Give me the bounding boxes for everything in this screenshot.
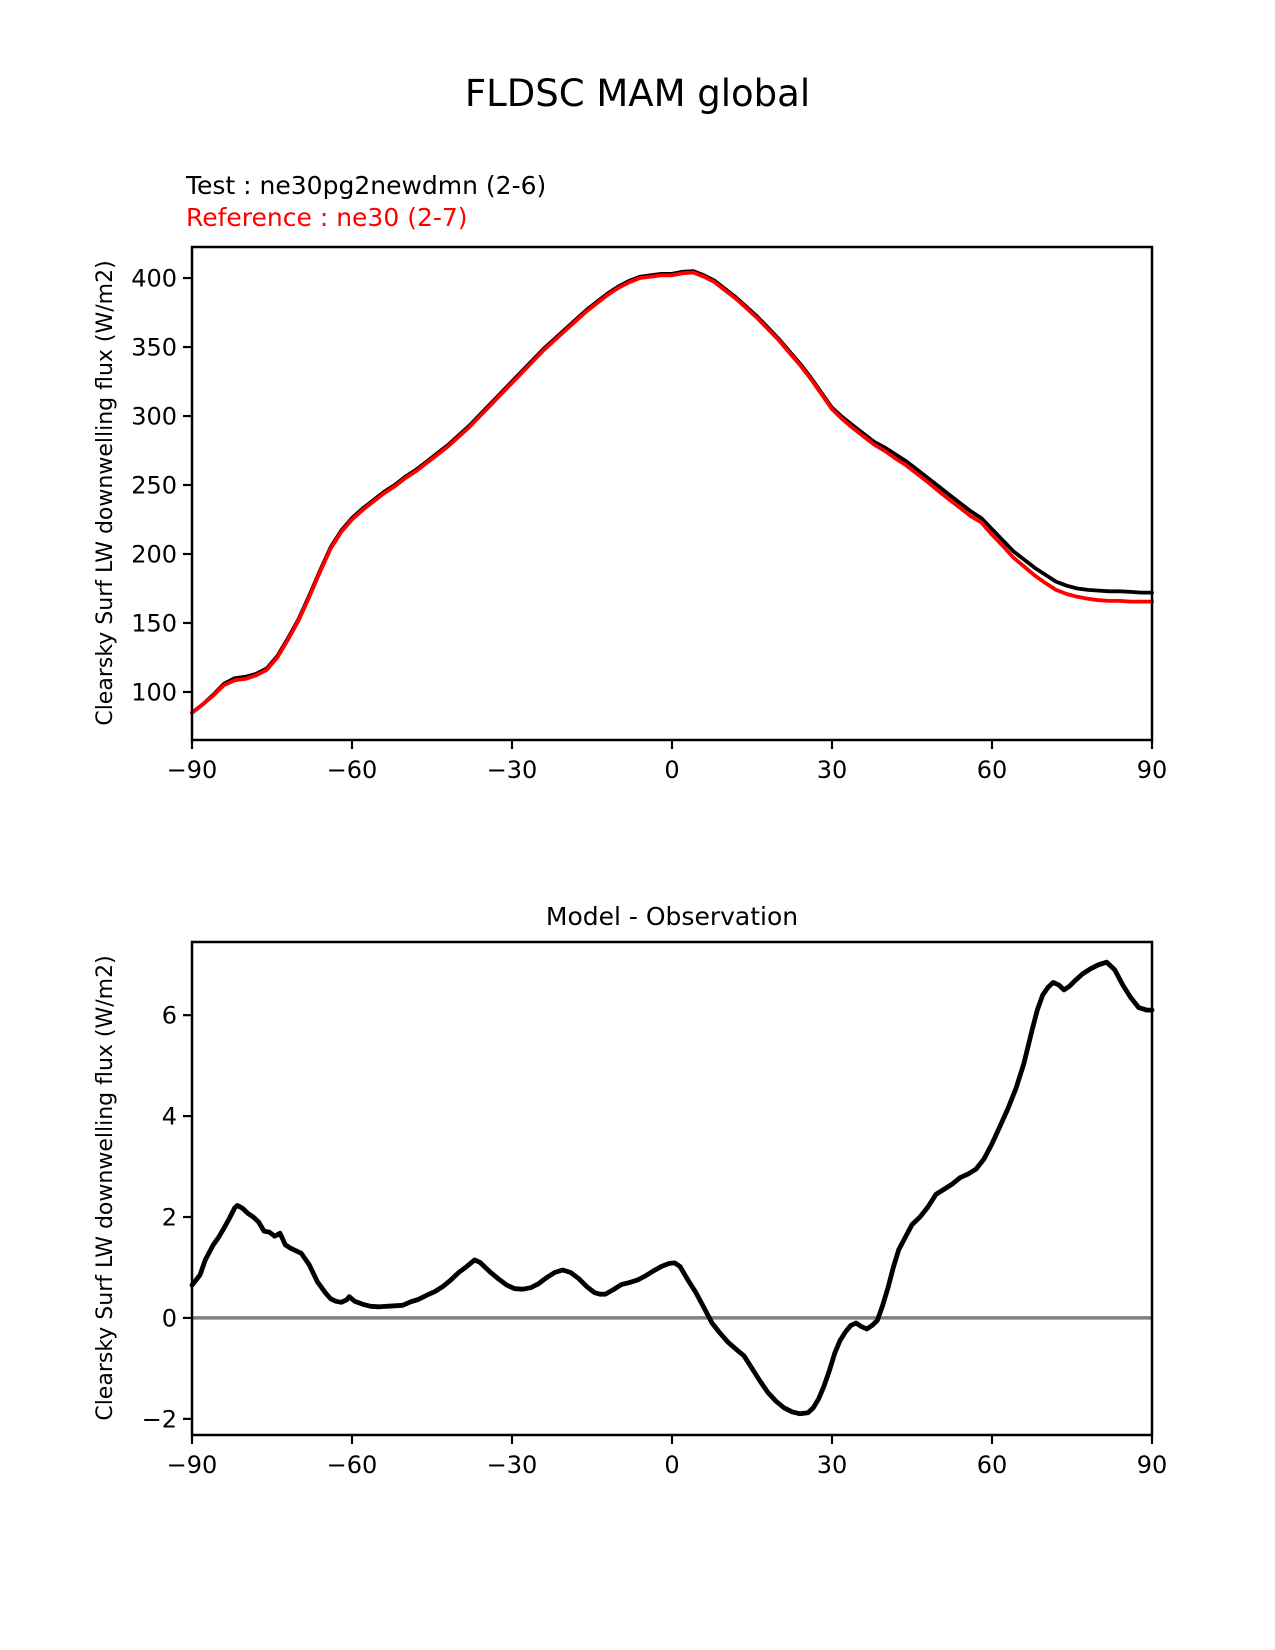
figure-title: FLDSC MAM global (464, 72, 811, 115)
y-tick-label: 100 (131, 678, 177, 707)
y-tick-label: 250 (131, 471, 177, 500)
legend-test-label: Test : ne30pg2newdmn (2-6) (186, 171, 547, 200)
x-tick-label: −90 (166, 756, 218, 784)
x-tick-label: 60 (976, 1451, 1008, 1479)
y-tick-label: 0 (161, 1304, 177, 1333)
y-tick-label: 150 (131, 609, 177, 638)
x-tick-label: 90 (1136, 1451, 1168, 1479)
x-tick-label: 30 (816, 756, 848, 784)
legend-reference-label: Reference : ne30 (2-7) (186, 203, 468, 232)
x-tick-label: −30 (486, 756, 538, 784)
y-tick-label: 200 (131, 540, 177, 569)
series-line-test-ne30pg2newdmn-2-6 (192, 271, 1152, 713)
y-tick-label: 300 (131, 402, 177, 431)
plot1-y-axis-label: Clearsky Surf LW downwelling flux (W/m2) (93, 260, 118, 726)
x-tick-label: 0 (664, 1451, 680, 1479)
axes-frame (192, 942, 1152, 1435)
x-tick-label: 30 (816, 1451, 848, 1479)
y-tick-label: −2 (141, 1405, 177, 1434)
series-line-reference-ne30-2-7 (192, 273, 1152, 713)
axes-frame (192, 247, 1152, 740)
x-tick-label: 60 (976, 756, 1008, 784)
x-tick-label: 0 (664, 756, 680, 784)
y-tick-label: 6 (161, 1001, 177, 1030)
plot1-upper-chart (131, 247, 1167, 784)
x-tick-label: −30 (486, 1451, 538, 1479)
y-tick-label: 400 (131, 264, 177, 293)
y-tick-label: 350 (131, 333, 177, 362)
x-tick-label: 90 (1136, 756, 1168, 784)
plot2-y-axis-label: Clearsky Surf LW downwelling flux (W/m2) (93, 955, 118, 1421)
x-tick-label: −60 (326, 756, 378, 784)
plot2-difference-chart (142, 942, 1168, 1479)
y-tick-label: 2 (161, 1203, 177, 1232)
y-tick-label: 4 (161, 1102, 177, 1131)
series-line-model-observation (192, 962, 1152, 1414)
x-tick-label: −60 (326, 1451, 378, 1479)
x-tick-label: −90 (166, 1451, 218, 1479)
plot2-title: Model - Observation (545, 902, 799, 931)
